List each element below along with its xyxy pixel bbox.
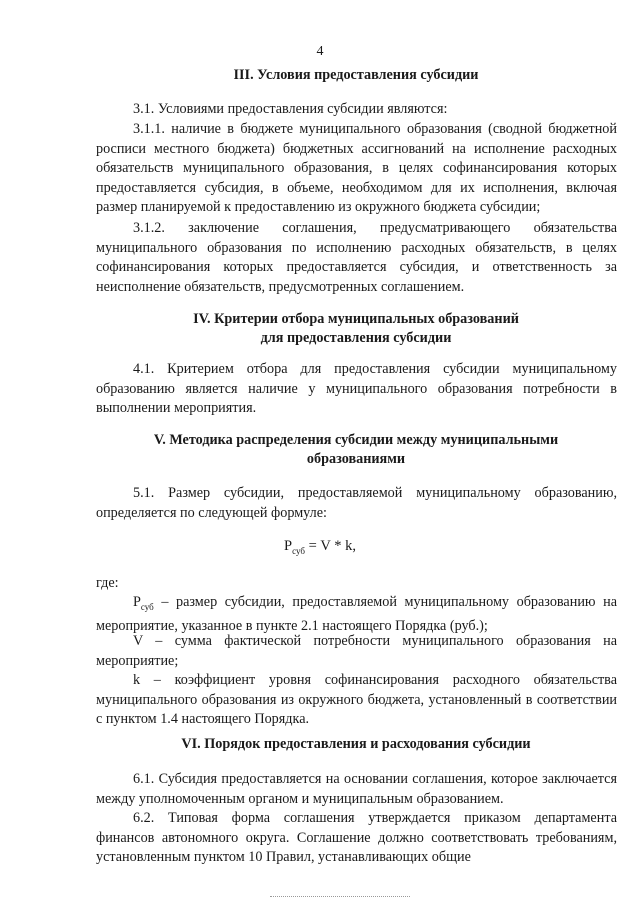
section-5-heading-line1: V. Методика распределения субсидии между муниципальными: [153, 432, 559, 448]
page-number: 4: [316, 44, 324, 59]
paragraph-5-1: 5.1. Размер субсидии, предоставляемой муниципальному образованию, определяется по следующей формуле:: [96, 485, 617, 521]
def-text: – размер субсидии, предоставляемой муниципальному образованию на мероприятие, указанное в пункте 2.1 настоящего Порядка (руб.);: [96, 594, 617, 635]
formula-var-subscript: суб: [292, 545, 305, 556]
section-3-heading: III. Условия предоставления субсидии: [233, 67, 479, 83]
bottom-scan-artifact: [270, 896, 410, 899]
definition-p-sub: [96, 593, 617, 637]
section-6-heading: VI. Порядок предоставления и расходования субсидии: [181, 736, 531, 752]
formula-rest: = V * k,: [304, 538, 356, 554]
paragraph-4-1: 4.1. Критерием отбора для предоставления субсидии муниципальному образованию является наличие у муниципального образования потребности в выполнении мероприятия.: [96, 361, 617, 417]
def-var: P: [133, 594, 141, 610]
section-4-heading-line2: для предоставления субсидии: [260, 330, 452, 346]
definition-k: k – коэффициент уровня софинансирования расходного обязательства муниципального образования из окружного бюджета, установленный в соответствии с пунктом 1.4 настоящего Порядка.: [96, 672, 617, 728]
paragraph-3-1-2: 3.1.2. заключение соглашения, предусматривающего обязательства муниципального образования по исполнению расходных обязательств, в целях софинансирования которых предоставляется субсидия, и ответственность за неисполнение обязательств, предусмотренных соглашением.: [96, 220, 617, 295]
paragraph-6-2: 6.2. Типовая форма соглашения утверждается приказом департамента финансов автономного округа. Соглашение должно соответствовать требованиям, установленным пунктом 10 Правил, устанавливающих общие: [96, 810, 617, 866]
subsidy-formula: [0, 538, 640, 556]
def-var-subscript: суб: [140, 601, 154, 612]
paragraph-6-1: 6.1. Субсидия предоставляется на основании соглашения, которое заключается между уполномоченным органом и муниципальным образованием.: [96, 771, 617, 807]
section-4-heading-line1: IV. Критерии отбора муниципальных образований: [193, 311, 519, 327]
definition-v: V – сумма фактической потребности муниципального образования на мероприятие;: [96, 633, 617, 669]
paragraph-3-1: 3.1. Условиями предоставления субсидии являются:: [133, 101, 448, 117]
section-5-heading-line2: образованиями: [306, 451, 406, 467]
where-label: где:: [96, 575, 119, 591]
paragraph-3-1-1: 3.1.1. наличие в бюджете муниципального образования (сводной бюджетной росписи местного бюджета) бюджетных ассигнований на исполнение расходных обязательств муниципального образования, в целях софинансирования которых предоставляется субсидия, в объеме, необходимом для их исполнения, включая размер планируемой к предоставлению из окружного бюджета субсидии;: [96, 121, 617, 216]
formula-var: P: [284, 538, 293, 554]
